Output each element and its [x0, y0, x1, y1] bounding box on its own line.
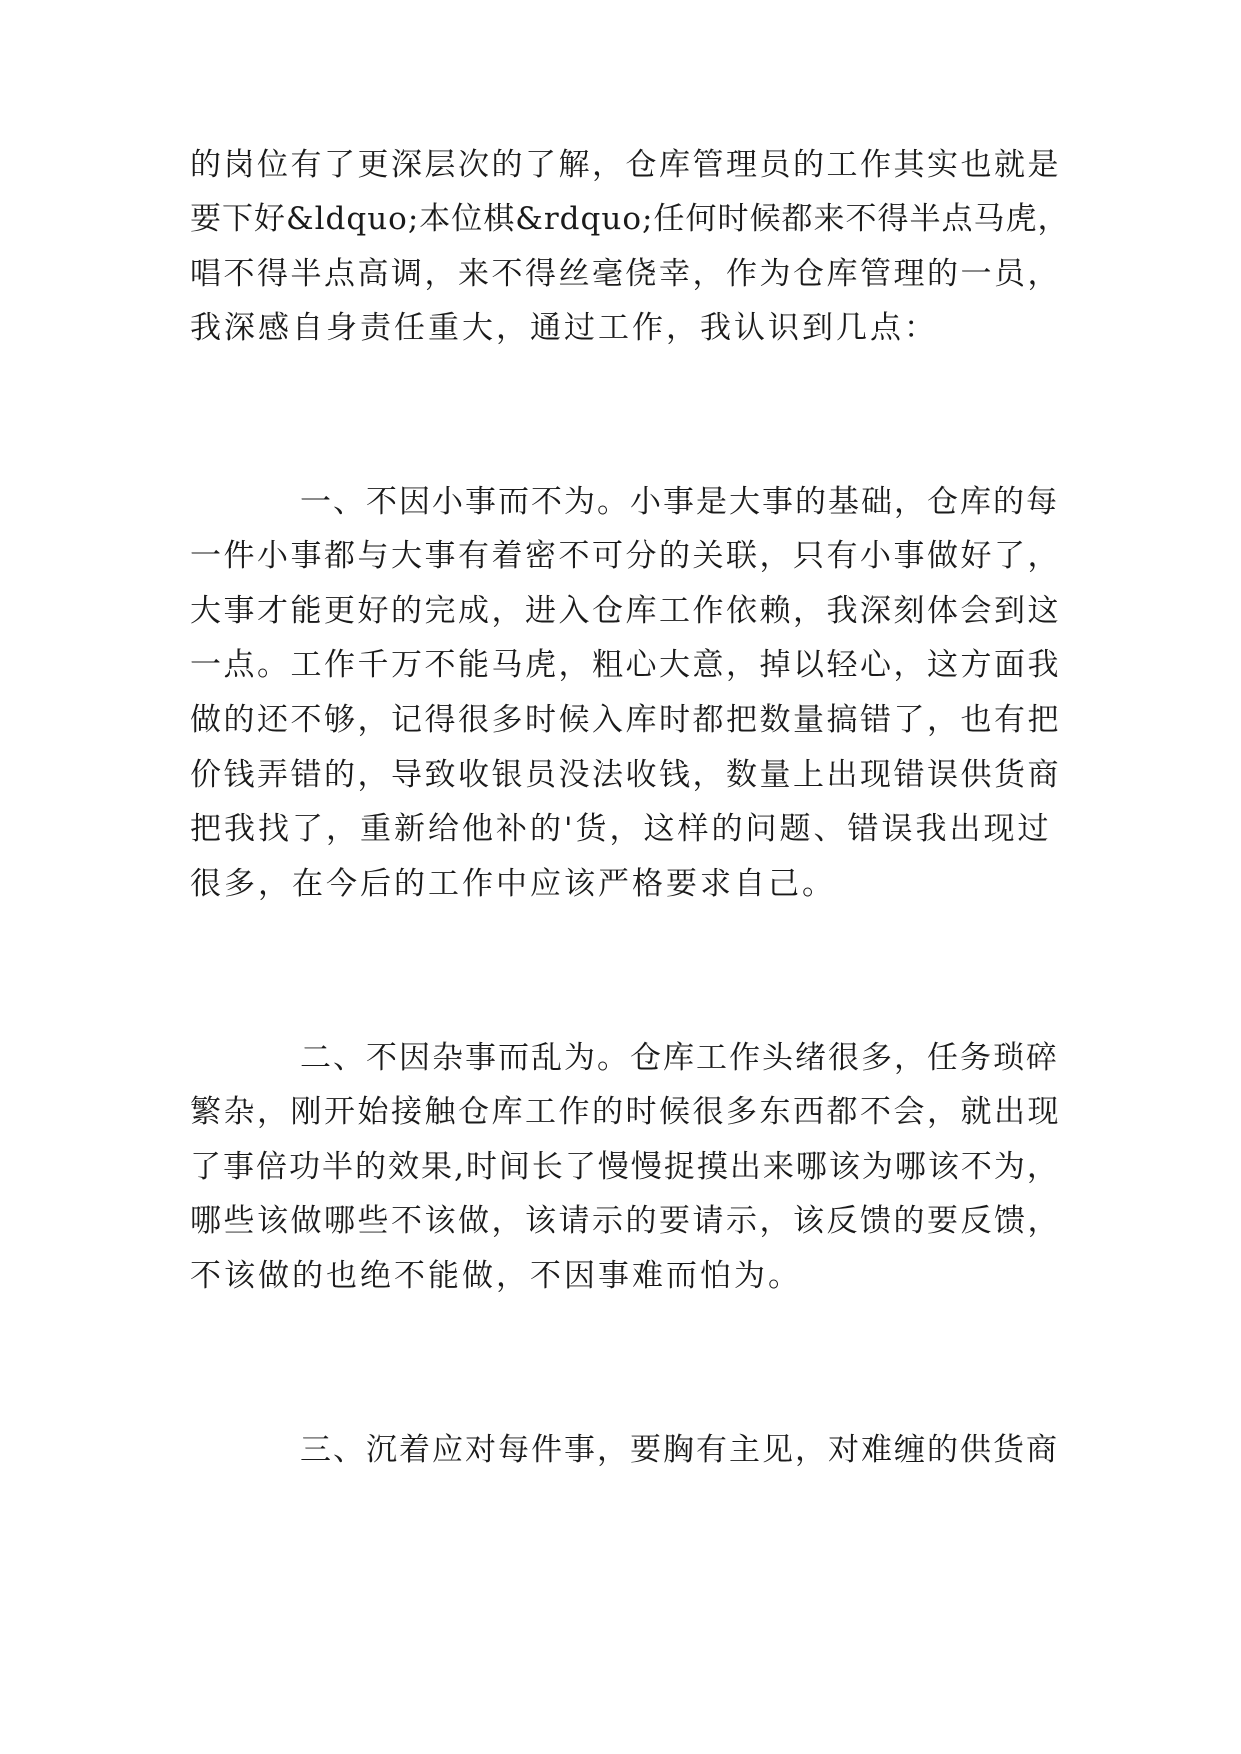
text-line: 价钱弄错的，导致收银员没法收钱，数量上出现错误供货商	[190, 757, 1061, 793]
text-line: 做的还不够，记得很多时候入库时都把数量搞错了，也有把	[190, 702, 1061, 738]
text-line: 三、沉着应对每件事，要胸有主见，对难缠的供货商	[300, 1432, 1059, 1468]
text-line: 一、不因小事而不为。小事是大事的基础，仓库的每	[300, 484, 1059, 520]
text-line: 一件小事都与大事有着密不可分的关联，只有小事做好了，	[190, 538, 1061, 574]
text-line: 大事才能更好的完成，进入仓库工作依赖，我深刻体会到这	[190, 593, 1061, 629]
text-line: 要下好&ldquo;本位棋&rdquo;任何时候都来不得半点马虎，	[190, 201, 1070, 237]
text-line: 把我找了，重新给他补的'货，这样的问题、错误我出现过	[190, 811, 1052, 847]
text-line: 二、不因杂事而乱为。仓库工作头绪很多，任务琐碎	[300, 1040, 1059, 1076]
text-line: 的岗位有了更深层次的了解，仓库管理员的工作其实也就是	[190, 147, 1061, 183]
text-line: 繁杂，刚开始接触仓库工作的时候很多东西都不会，就出现	[190, 1094, 1061, 1130]
text-line: 唱不得半点高调，来不得丝毫侥幸，作为仓库管理的一员，	[190, 256, 1061, 292]
text-line: 一点。工作千万不能马虎，粗心大意，掉以轻心，这方面我	[190, 647, 1061, 683]
text-line: 我深感自身责任重大，通过工作，我认识到几点：	[190, 310, 938, 346]
text-line: 了事倍功半的效果,时间长了慢慢捉摸出来哪该为哪该不为，	[190, 1149, 1060, 1185]
text-line: 哪些该做哪些不该做，该请示的要请示，该反馈的要反馈，	[190, 1203, 1061, 1239]
text-line: 很多，在今后的工作中应该严格要求自己。	[190, 866, 836, 902]
text-line: 不该做的也绝不能做，不因事难而怕为。	[190, 1258, 802, 1294]
